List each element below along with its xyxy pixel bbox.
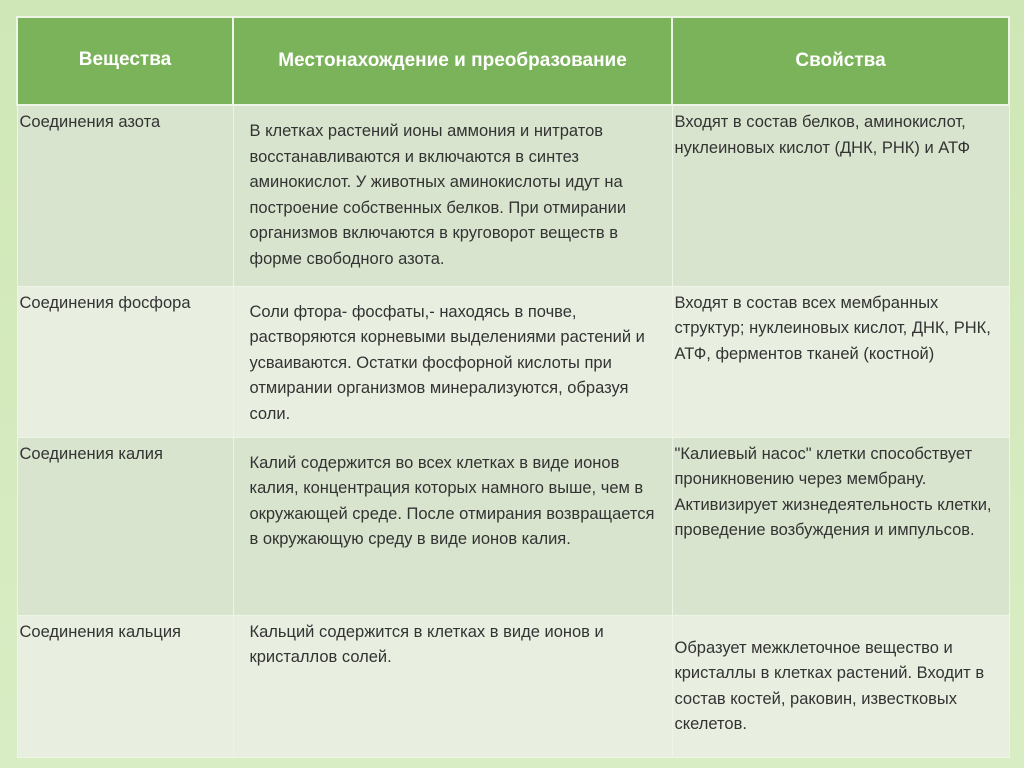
table-row bbox=[17, 437, 1009, 615]
header-location: Местонахождение и преобразование bbox=[233, 17, 672, 105]
location-cell bbox=[233, 286, 672, 437]
properties-cell bbox=[672, 615, 1009, 757]
properties-text: "Калиевый насос" клетки способствует проникновению через мембрану. Активизирует жизнедеятельность клетки, проведение возбуждения и импульсов. bbox=[674, 444, 992, 539]
substance-name: Соединения кальция bbox=[19, 622, 181, 641]
substance-cell bbox=[17, 437, 233, 615]
header-row bbox=[17, 17, 1009, 105]
location-text: В клетках растений ионы аммония и нитратов восстанавливаются и включаются в синтез аминокислот. У животных аминокислоты идут на построение собственных белков. При отмирании организмов включаются в круговорот веществ в форме свободного азота. bbox=[249, 122, 627, 268]
substance-name: Соединения калия bbox=[19, 444, 163, 463]
properties-text: Образует межклеточное вещество и кристаллы в клетках растений. Входит в состав костей, раковин, известковых скелетов. bbox=[674, 638, 985, 733]
header-properties: Свойства bbox=[672, 17, 1009, 105]
properties-cell bbox=[672, 105, 1009, 286]
location-text: Кальций содержится в клетках в виде ионов и кристаллов солей. bbox=[249, 622, 604, 666]
table-row bbox=[17, 286, 1009, 437]
properties-text: Входят в состав всех мембранных структур; нуклеиновых кислот, ДНК, РНК, АТФ, ферментов тканей (костной) bbox=[674, 293, 991, 363]
table-row bbox=[17, 615, 1009, 757]
substance-name: Соединения фосфора bbox=[19, 293, 191, 312]
location-text: Калий содержится во всех клетках в виде ионов калия, концентрация которых намного выше, чем в окружающей среде. После отмирания возвращается в окружающую среду в виде ионов калия. bbox=[249, 453, 655, 548]
substance-name: Соединения азота bbox=[19, 113, 161, 131]
substances-table bbox=[16, 16, 1010, 758]
location-cell bbox=[233, 437, 672, 615]
location-cell bbox=[233, 105, 672, 286]
substance-cell bbox=[17, 615, 233, 757]
properties-cell bbox=[672, 286, 1009, 437]
properties-text: Входят в состав белков, аминокислот, нуклеиновых кислот (ДНК, РНК) и АТФ bbox=[674, 113, 971, 157]
substance-cell bbox=[17, 105, 233, 286]
location-text: Соли фтора- фосфаты,- находясь в почве, растворяются корневыми выделениями растений и усваиваются. Остатки фосфорной кислоты при отмирании организмов минерализуются, образуя соли. bbox=[249, 302, 645, 423]
properties-cell bbox=[672, 437, 1009, 615]
table-row bbox=[17, 105, 1009, 286]
header-substances: Вещества bbox=[17, 17, 233, 105]
location-cell bbox=[233, 615, 672, 757]
substance-cell bbox=[17, 286, 233, 437]
